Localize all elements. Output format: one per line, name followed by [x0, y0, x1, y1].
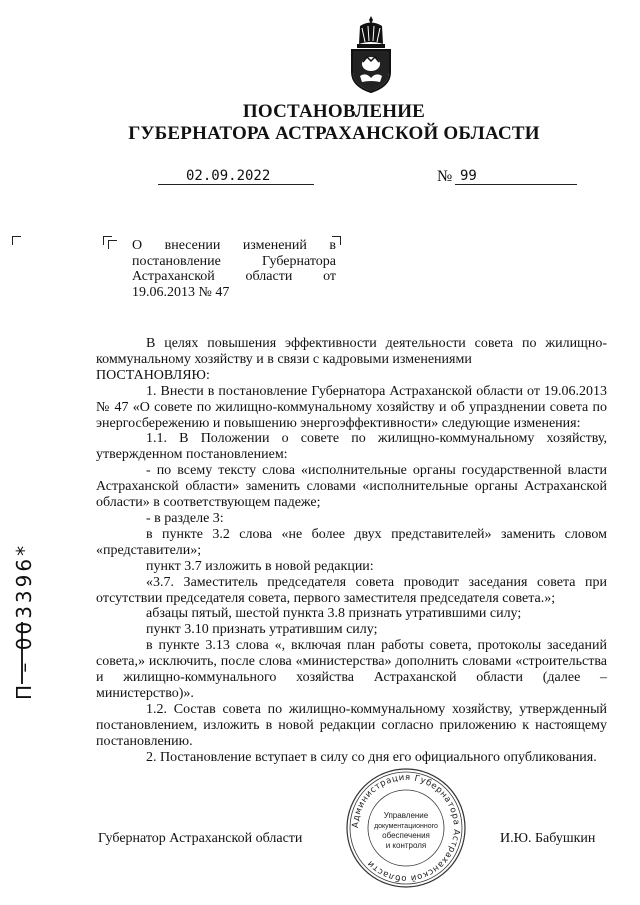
- paragraph-decree: ПОСТАНОВЛЯЮ:: [96, 367, 210, 383]
- paragraph-item: пункт 3.7 изложить в новой редакции:: [146, 558, 374, 574]
- serial-number: П – 003396*: [12, 542, 36, 700]
- paragraph-item: в пункте 3.2 слова «не более двух представителей» заменить словом «представители»;: [96, 526, 607, 558]
- signatory-position: Губернатор Астраханской области: [98, 831, 303, 846]
- corner-mark: [12, 236, 21, 245]
- number-label: №: [437, 168, 453, 185]
- stamp-line: и контроля: [385, 841, 427, 850]
- paragraph-item-1: 1. Внести в постановление Губернатора Астраханской области от 19.06.2013 № 47 «О совете по жилищно-коммунальному хозяйству и об упразднении совета по энергосбережению и повышению энергоэффективности» следующие изменения:: [96, 383, 607, 431]
- number-underline: [455, 184, 577, 185]
- paragraph-item: - по всему тексту слова «исполнительные органы государственной власти Астраханской области» заменить словами «исполнительные органы Астраханской области» в соответствующем падеже;: [96, 463, 607, 511]
- paragraph-item-2: 2. Постановление вступает в силу со дня его официального опубликования.: [146, 749, 597, 765]
- paragraph-item: «3.7. Заместитель председателя совета проводит заседания совета при отсутствии председателя совета, первого заместителя председателя совета.»;: [96, 574, 607, 606]
- coat-of-arms-emblem: [346, 14, 396, 94]
- corner-mark: [108, 240, 117, 249]
- date-underline: [158, 184, 314, 185]
- document-type-title: ПОСТАНОВЛЕНИЕ: [242, 101, 426, 122]
- svg-text:Администрация Губернатора Астр: Администрация Губернатора Астраханской области: [350, 772, 462, 884]
- stamp-line: Управление: [383, 811, 429, 820]
- paragraph-item-1-1: 1.1. В Положении о совете по жилищно-коммунальному хозяйству, утвержденном постановлением:: [96, 431, 607, 463]
- paragraph-item: - в разделе 3:: [146, 510, 224, 526]
- document-number: 99: [460, 168, 477, 184]
- paragraph-item: в пункте 3.13 слова «, включая план работы совета, протоколы заседаний совета,» исключить, после слова «министерства» дополнить словами «строительства и жилищно-коммунального хозяйства Астраханской области (далее – министерство)».: [96, 638, 607, 701]
- paragraph-item: абзацы пятый, шестой пункта 3.8 признать утратившими силу;: [146, 606, 522, 622]
- signatory-name: И.Ю. Бабушкин: [500, 831, 596, 846]
- document-subject: О внесении изменений в постановление Губернатора Астраханской области от 19.06.2013 № 47: [132, 238, 336, 300]
- paragraph-item-1-2: 1.2. Состав совета по жилищно-коммунальному хозяйству, утвержденный постановлением, изложить в новой редакции согласно приложению к настоящему постановлению.: [96, 701, 607, 749]
- paragraph-item: пункт 3.10 признать утратившим силу;: [146, 622, 378, 638]
- document-date: 02.09.2022: [186, 168, 271, 184]
- stamp-line: документационного: [374, 823, 438, 830]
- stamp-line: обеспечения: [382, 831, 430, 840]
- official-stamp: [344, 766, 468, 890]
- issuer-title: ГУБЕРНАТОРА АСТРАХАНСКОЙ ОБЛАСТИ: [128, 123, 540, 144]
- paragraph-preamble: В целях повышения эффективности деятельности совета по жилищно-коммунальному хозяйству и в связи с кадровыми изменениями: [96, 336, 607, 367]
- document-body: [96, 336, 607, 765]
